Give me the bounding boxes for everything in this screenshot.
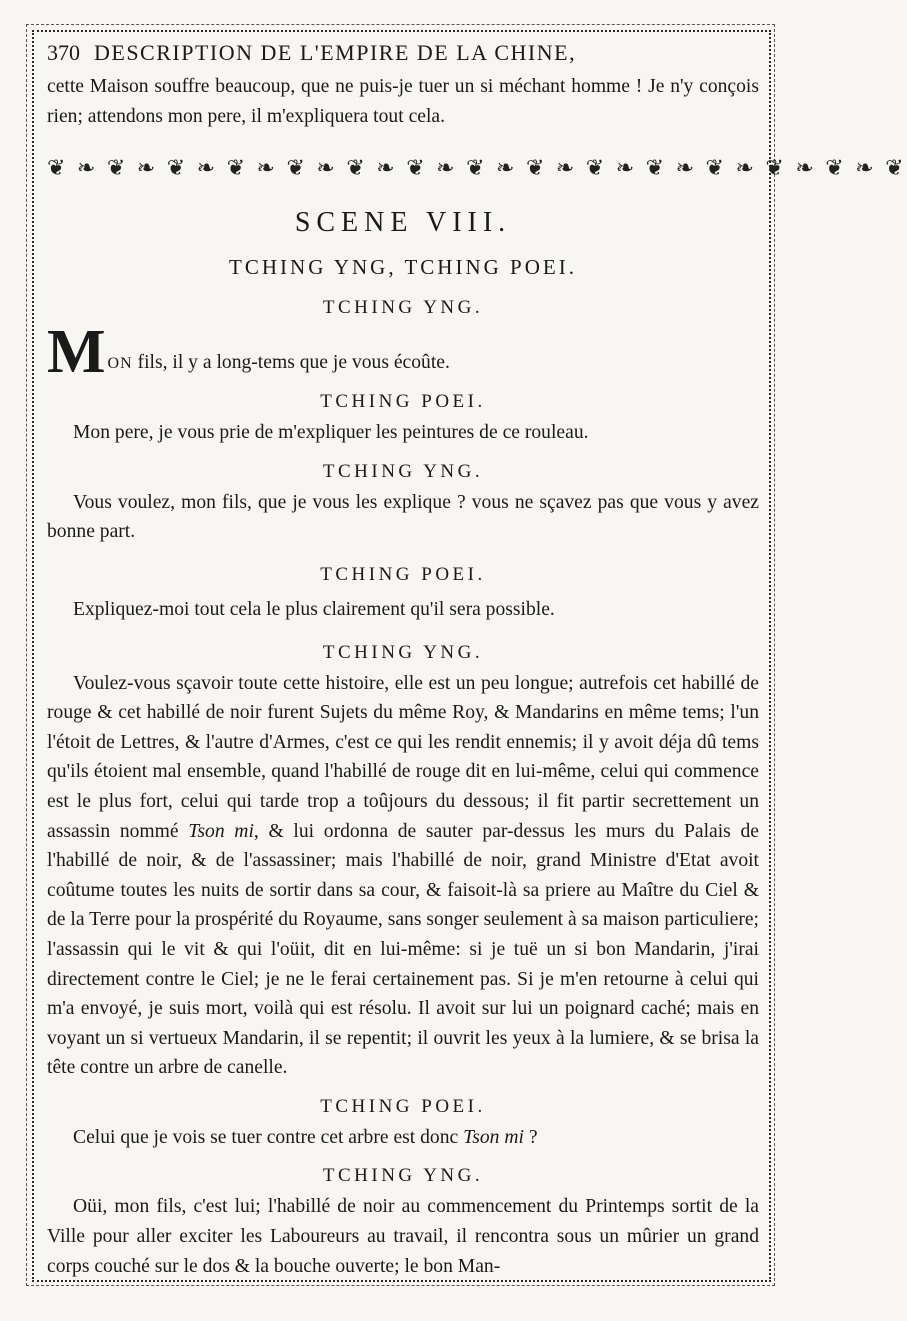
scene-title: SCENE VIII.	[294, 207, 512, 239]
speaker-label: TCHING POEI.	[320, 1095, 486, 1117]
page-content	[47, 38, 907, 1281]
speech-5-part-b: , & lui ordonna de sauter par-dessus les murs du Palais de l'habillé de noir, & de l'assassiner; mais l'habillé de noir, grand Ministre d'Etat avoit coûtume toutes les nuits de sortir dans sa cour, & faisoit-là sa priere au Maître du Ciel & de la Terre pour la prospérité du Royaume, sans songer seulement à sa maison particuliere; l'assassin qui le vit & qui l'oüit, dit en lui-même: si je tuë un si bon Mandarin, j'irai directement contre le Ciel; je ne le ferai certainement pas. Si je m'en retourne à celui qui m'a envoyé, je suis mort, voilà qui est résolu. Il avoit sur lui un poignard caché; mais en voyant un si vertueux Mandarin, il se repentit; il ouvrit les yeux à la lumiere, & se brisa la tête contre un arbre de canelle.	[47, 820, 759, 1079]
speech-6-part-a: Celui que je vois se tuer contre cet arbre est donc	[73, 1126, 464, 1148]
running-head	[47, 40, 759, 66]
ornament-divider: ❦ ❧ ❦ ❧ ❦ ❧ ❦ ❧ ❦ ❧ ❦ ❧ ❦ ❧ ❦ ❧ ❦ ❧ ❦ ❧ ❦ ❧ ❦ ❧ ❦ ❧ ❦ ❧ ❦	[47, 155, 907, 181]
speech-7: Oüi, mon fils, c'est lui; l'habillé de noir au commencement du Printemps sortit de la Ville pour aller exciter les Laboureurs au travail, il rencontra sous un mûrier un grand corps couché sur le dos & la bouche ouverte; le bon Man-	[47, 1196, 759, 1277]
speaker-label: TCHING POEI.	[320, 391, 486, 413]
speaker-label: TCHING POEI.	[320, 563, 486, 585]
speaker-label: TCHING YNG.	[322, 1165, 484, 1187]
page-number: 370	[47, 40, 80, 65]
speech-2: Mon pere, je vous prie de m'expliquer les peintures de ce rouleau.	[73, 422, 589, 444]
speaker-label: TCHING YNG.	[322, 641, 484, 663]
speech-1-text	[108, 348, 450, 378]
speech-6	[47, 1123, 759, 1153]
opening-text: cette Maison souffre beaucoup, que ne puis-je tuer un si méchant homme ! Je n'y conçois rien; attendons mon pere, il m'expliquera tout cela.	[47, 76, 759, 127]
speaker-label: TCHING YNG.	[322, 297, 484, 319]
scene-characters: TCHING YNG, TCHING POEI.	[229, 255, 577, 280]
speech-5-name: Tson mi	[188, 820, 254, 842]
speech-5	[47, 669, 759, 1083]
speech-6-name: Tson mi	[463, 1126, 524, 1148]
drop-cap: M	[47, 318, 106, 387]
speech-1-smallcaps: ON	[107, 355, 133, 373]
running-title: DESCRIPTION DE L'EMPIRE DE LA CHINE,	[94, 40, 577, 65]
speaker-label: TCHING YNG.	[322, 460, 484, 482]
speech-1-body: fils, il y a long-tems que je vous écoûte.	[132, 352, 450, 374]
speech-6-part-b: ?	[523, 1126, 538, 1148]
speech-5-part-a: Voulez-vous sçavoir toute cette histoire, elle est un peu longue; autrefois cet habillé de rouge & cet habillé de noir furent Sujets du même Roy, & Mandarins en même tems; l'un l'étoit de Lettres, & l'autre d'Armes, c'est ce qui les rendit ennemis; il y avoit déja dû tems qu'ils étoient mal ensemble, quand l'habillé de rouge dit en lui-même, celui qui commence est le plus fort, celui qui tarde trop a toûjours du dessous; il fit partir secrettement un assassin nommé	[47, 672, 759, 842]
speech-3: Vous voulez, mon fils, que je vous les explique ? vous ne sçavez pas que vous y avez bonne part.	[47, 491, 759, 543]
speech-4: Expliquez-moi tout cela le plus clairement qu'il sera possible.	[73, 598, 555, 620]
speech-1	[47, 318, 759, 387]
